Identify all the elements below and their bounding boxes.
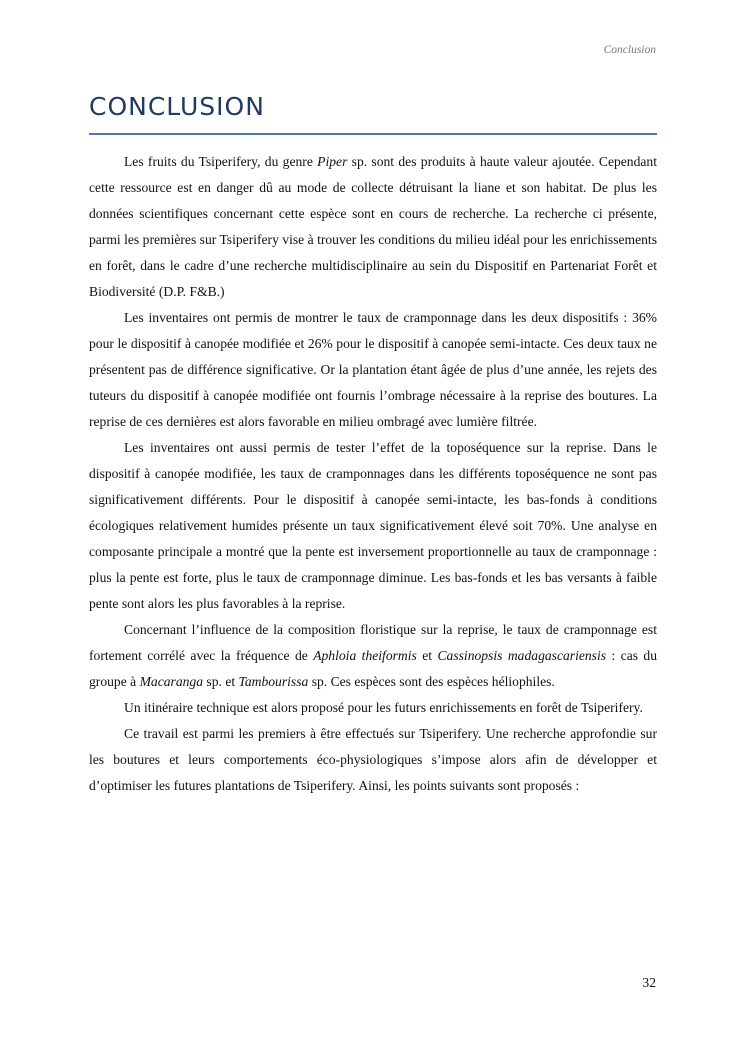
text-run: Concernant l’influence de la composition floristique sur la reprise, le taux de cramponnage est fortement corrélé avec la fréquence de (89, 622, 657, 663)
text-run: Les inventaires ont permis de montrer le taux de cramponnage dans les deux dispositifs : 36% pour le dispositif à canopée modifiée et 26% pour le dispositif à canopée semi-intacte. Ces deux taux ne présentent pas de différence significative. Or la plantation étant âgée de plus d’une année, les rejets des tuteurs du dispositif à canopée modifiée ont fournis l’ombrage nécessaire à la reprise des boutures. La reprise de ces dernières est alors favorable en milieu ombragé avec lumière filtrée. (89, 310, 657, 429)
text-run: Les fruits du Tsiperifery, du genre (124, 154, 318, 169)
italic-term: Cassinopsis madagascariensis (437, 648, 607, 663)
paragraph (89, 721, 657, 799)
text-run: Ce travail est parmi les premiers à être effectués sur Tsiperifery. Une recherche approfondie sur les boutures et leurs comportements éco-physiologiques s’impose alors afin de développer et d’optimiser les futures plantations de Tsiperifery. Ainsi, les points suivants sont proposés : (89, 726, 657, 793)
text-run: sp. Ces espèces sont des espèces héliophiles. (308, 674, 555, 689)
body-text (89, 149, 657, 799)
title-divider (89, 133, 657, 135)
page-title: CONCLUSION (89, 92, 265, 121)
italic-term: Piper (317, 154, 348, 169)
paragraph (89, 695, 657, 721)
paragraph (89, 435, 657, 617)
paragraph (89, 617, 657, 695)
page-number: 32 (642, 975, 656, 990)
text-run: : cas du groupe à (89, 648, 658, 689)
text-run: Un itinéraire technique est alors proposé pour les futurs enrichissements en forêt de Tsiperifery. (124, 700, 643, 715)
paragraph (89, 149, 657, 305)
paragraph (89, 305, 657, 435)
text-run: sp. et (203, 674, 239, 689)
running-header: Conclusion (603, 44, 656, 56)
text-run: et (416, 648, 438, 663)
text-run: sp. sont des produits à haute valeur ajoutée. Cependant cette ressource est en danger dû au mode de collecte détruisant la liane et son habitat. De plus les données scientifiques concernant cette espèce sont en cours de recherche. La recherche ci présente, parmi les premières sur Tsiperifery vise à trouver les conditions du milieu idéal pour les enrichissements en forêt, dans le cadre d’une recherche multidisciplinaire au sein du Dispositif en Partenariat Forêt et Biodiversité (D.P. F&B.) (89, 154, 658, 299)
text-run: Les inventaires ont aussi permis de tester l’effet de la toposéquence sur la reprise. Dans le dispositif à canopée modifiée, les taux de cramponnages dans les différents toposéquence ne sont pas significativement différents. Pour le dispositif à canopée semi-intacte, les bas-fonds à conditions écologiques relativement humides présente un taux significativement élevé soit 70%. Une analyse en composante principale a montré que la pente est inversement proportionnelle au taux de cramponnage : plus la pente est forte, plus le taux de cramponnage diminue. Les bas-fonds et les bas versants à faible pente sont alors les plus favorables à la reprise. (89, 440, 657, 611)
italic-term: Macaranga (139, 674, 204, 689)
italic-term: Tambourissa (238, 674, 309, 689)
italic-term: Aphloia theiformis (313, 648, 417, 663)
